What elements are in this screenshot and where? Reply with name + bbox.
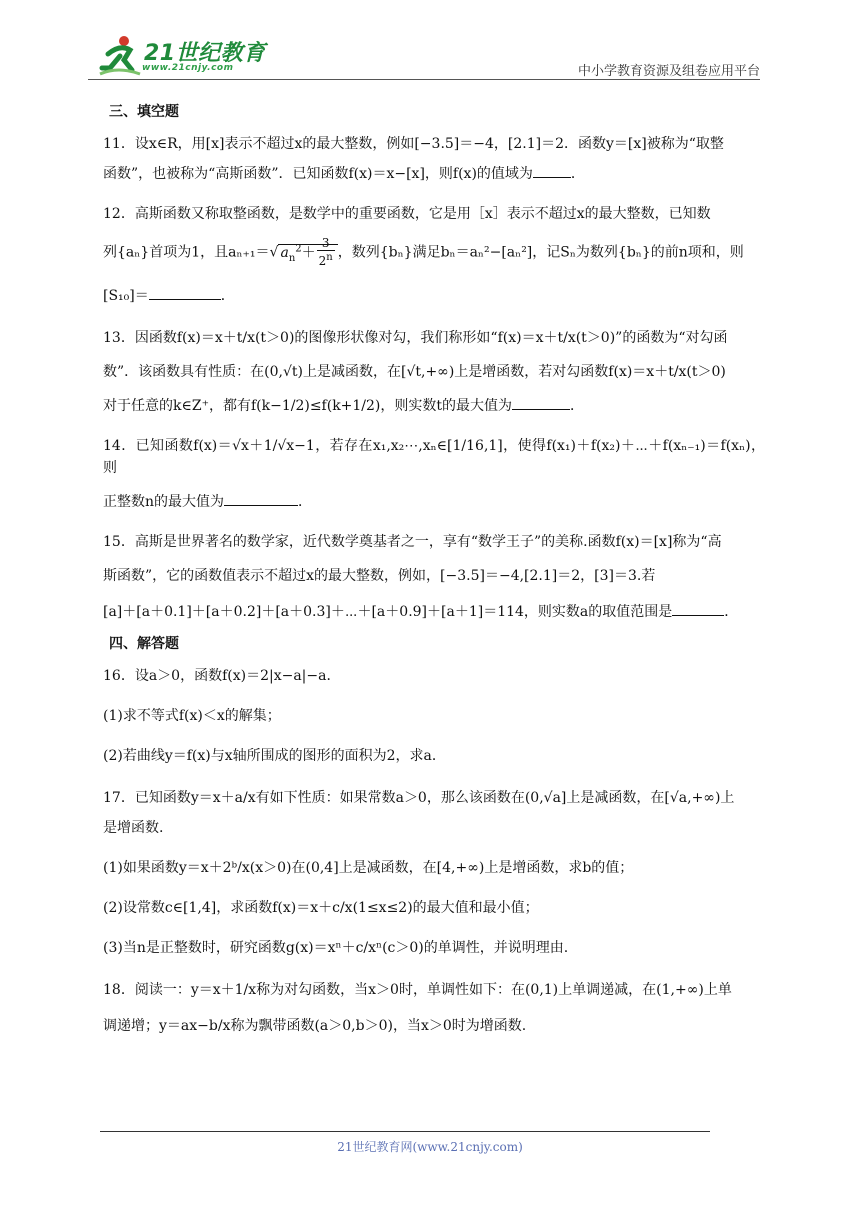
q16-number: 16． (103, 668, 135, 685)
footer-divider (100, 1131, 710, 1132)
q16-part2: (2)若曲线y＝f(x)与x轴所围成的图形的面积为2，求a． (103, 748, 446, 765)
q16-line1: 设a＞0，函数f(x)＝2|x−a|−a． (134, 668, 341, 685)
q16-part1: (1)求不等式f(x)＜x的解集； (103, 708, 281, 725)
q15-answer-blank[interactable] (672, 601, 724, 616)
q18-number: 18． (103, 982, 135, 999)
q15-number: 15． (103, 534, 135, 551)
q13-line3: 对于任意的k∈Z⁺，都有f(k−1/2)≤f(k+1/2)，则实数t的最大值为 (103, 398, 513, 415)
q13-answer-blank[interactable] (512, 395, 570, 410)
q17-line2: 是增函数. (103, 820, 164, 837)
q13-line1: 因函数f(x)＝x＋t/x(t＞0)的图像形状像对勾，我们称形如“f(x)＝x＋t/x(t＞0)”的函数为“对勾函 (134, 330, 728, 347)
q18-line1: 阅读一：y＝x＋1/x称为对勾函数，当x＞0时，单调性如下：在(0,1)上单调递减，在(1,+∞)上单 (134, 982, 732, 999)
q14-line1: 已知函数f(x)＝√x＋1/√x−1，若存在x₁,x₂⋯,xₙ∈[1/16,1]，使得f(x₁)＋f(x₂)＋⋯＋f(xₙ₋₁)＝f(xₙ)，则 (103, 438, 765, 477)
question-15: 15．高斯是世界著名的数学家，近代数学奠基者之一，享有“数学王子”的美称.函数f(x)＝[x]称为“高 斯函数”，它的函数值表示不超过x的最大整数，例如，[−3.5]＝−4,[2.1]＝2，[3]＝3.若 [a]＋[a＋0.1]＋[a＋0.2]＋[a＋0.3]＋⋯＋[a＋0.9]＋[a＋1]＝114，则实数a的取值范围是 ． (103, 534, 739, 621)
q14-line2: 正整数n的最大值为 (103, 494, 225, 511)
logo-text: 21世纪教育 (144, 41, 266, 66)
q18-line2: 调递增；y＝ax−b/x称为飘带函数(a＞0,b＞0)，当x＞0时为增函数. (103, 1018, 527, 1035)
document-body (103, 97, 765, 1047)
sqrt-formula: √ $a_n^2+$ $\frac{3}{2^n}$ (270, 244, 338, 261)
q12-line1: 高斯函数又称取整函数，是数学中的重要函数，它是用［x］表示不超过x的最大整数，已知数 (134, 206, 711, 222)
page-header (98, 34, 760, 84)
q13-number: 13． (103, 330, 135, 347)
q15-line2: 斯函数”，它的函数值表示不超过x的最大整数，例如，[−3.5]＝−4,[2.1]＝2，[3]＝3.若 (103, 568, 656, 585)
q12-line2b: ，数列{bₙ}满足bₙ＝aₙ²−[aₙ²]，记Sₙ为数列{bₙ}的前n项和，则 (337, 244, 744, 261)
section-answer-title: 四、解答题 (109, 636, 179, 653)
q14-answer-blank[interactable] (224, 491, 298, 506)
footer-text: 21世纪教育网(www.21cnjy.com) (337, 1140, 523, 1154)
question-14: 14．已知函数f(x)＝√x＋1/√x−1，若存在x₁,x₂⋯,xₙ∈[1/16,1]，使得f(x₁)＋f(x₂)＋⋯＋f(xₙ₋₁)＝f(xₙ)，则 正整数n的最大值为 ． (103, 438, 765, 511)
section-fill-title: 三、填空题 (109, 104, 179, 120)
q12-answer-blank[interactable] (149, 285, 221, 300)
question-18 (103, 979, 765, 1037)
q12-line3: [S₁₀]＝ (103, 288, 149, 305)
logo-url: www.21cnjy.com (142, 63, 234, 73)
q17-part1: (1)如果函数y＝x＋2ᵇ/x(x＞0)在(0,4]上是减函数，在[4,+∞)上是增函数，求b的值； (103, 860, 634, 877)
logo (98, 34, 268, 80)
q11-line2: 函数”，也被称为“高斯函数”．已知函数f(x)＝x−[x]，则f(x)的值域为 (103, 166, 533, 182)
q17-number: 17． (103, 790, 135, 807)
q15-line3: [a]＋[a＋0.1]＋[a＋0.2]＋[a＋0.3]＋⋯＋[a＋0.9]＋[a＋1]＝114，则实数a的取值范围是 (103, 604, 673, 621)
q11-number: 11． (103, 136, 135, 152)
q11-line1: 设x∈R，用[x]表示不超过x的最大整数，例如[−3.5]＝−4，[2.1]＝2．函数y＝[x]被称为“取整 (134, 136, 724, 152)
question-16 (103, 665, 765, 767)
question-17 (103, 787, 765, 959)
header-divider (88, 79, 760, 80)
runner-logo-icon (98, 34, 142, 80)
q17-part2: (2)设常数c∈[1,4]，求函数f(x)＝x＋c/x(1≤x≤2)的最大值和最小值； (103, 900, 539, 917)
q17-part3: (3)当n是正整数时，研究函数g(x)＝xⁿ＋c/xⁿ(c＞0)的单调性，并说明理由. (103, 940, 569, 957)
question-13: 13．因函数f(x)＝x＋t/x(t＞0)的图像形状像对勾，我们称形如“f(x)＝x＋t/x(t＞0)”的函数为“对勾函 数”．该函数具有性质：在(0,√t)上是减函数，在[√t,+∞)上是增函数，若对勾函数f(x)＝x＋t/x(t＞0) 对于任意的k∈Z⁺，都有f(k−1/2)≤f(k+1/2)，则实数t的最大值为 ． (103, 330, 728, 415)
q11-answer-blank[interactable] (533, 163, 571, 178)
question-11: 11．设x∈R，用[x]表示不超过x的最大整数，例如[−3.5]＝−4，[2.1]＝2．函数y＝[x]被称为“取整 函数”，也被称为“高斯函数”．已知函数f(x)＝x−[x]，则f(x)的值域为 ． (103, 136, 724, 182)
q13-line2: 数”．该函数具有性质：在(0,√t)上是减函数，在[√t,+∞)上是增函数，若对勾函数f(x)＝x＋t/x(t＞0) (103, 364, 726, 381)
q12-line2a: 列{aₙ}首项为1，且aₙ₊₁＝ (103, 244, 270, 261)
platform-name: 中小学教育资源及组卷应用平台 (577, 64, 760, 79)
q14-number: 14． (103, 438, 136, 455)
question-12: 12．高斯函数又称取整函数，是数学中的重要函数，它是用［x］表示不超过x的最大整数，已知数 列{aₙ}首项为1，且aₙ₊₁＝√ $a_n^2+$ $\frac{3}{2^n}$ ，数列{bₙ}满足bₙ＝aₙ²−[aₙ²]，记Sₙ为数列{bₙ}的前n项和，则 [S₁₀]＝ ． (103, 206, 744, 305)
q15-line1: 高斯是世界著名的数学家，近代数学奠基者之一，享有“数学王子”的美称.函数f(x)＝[x]称为“高 (134, 534, 722, 551)
q12-number: 12． (103, 206, 135, 222)
q17-line1: 已知函数y＝x＋a/x有如下性质：如果常数a＞0，那么该函数在(0,√a]上是减函数，在[√a,+∞)上 (134, 790, 735, 807)
